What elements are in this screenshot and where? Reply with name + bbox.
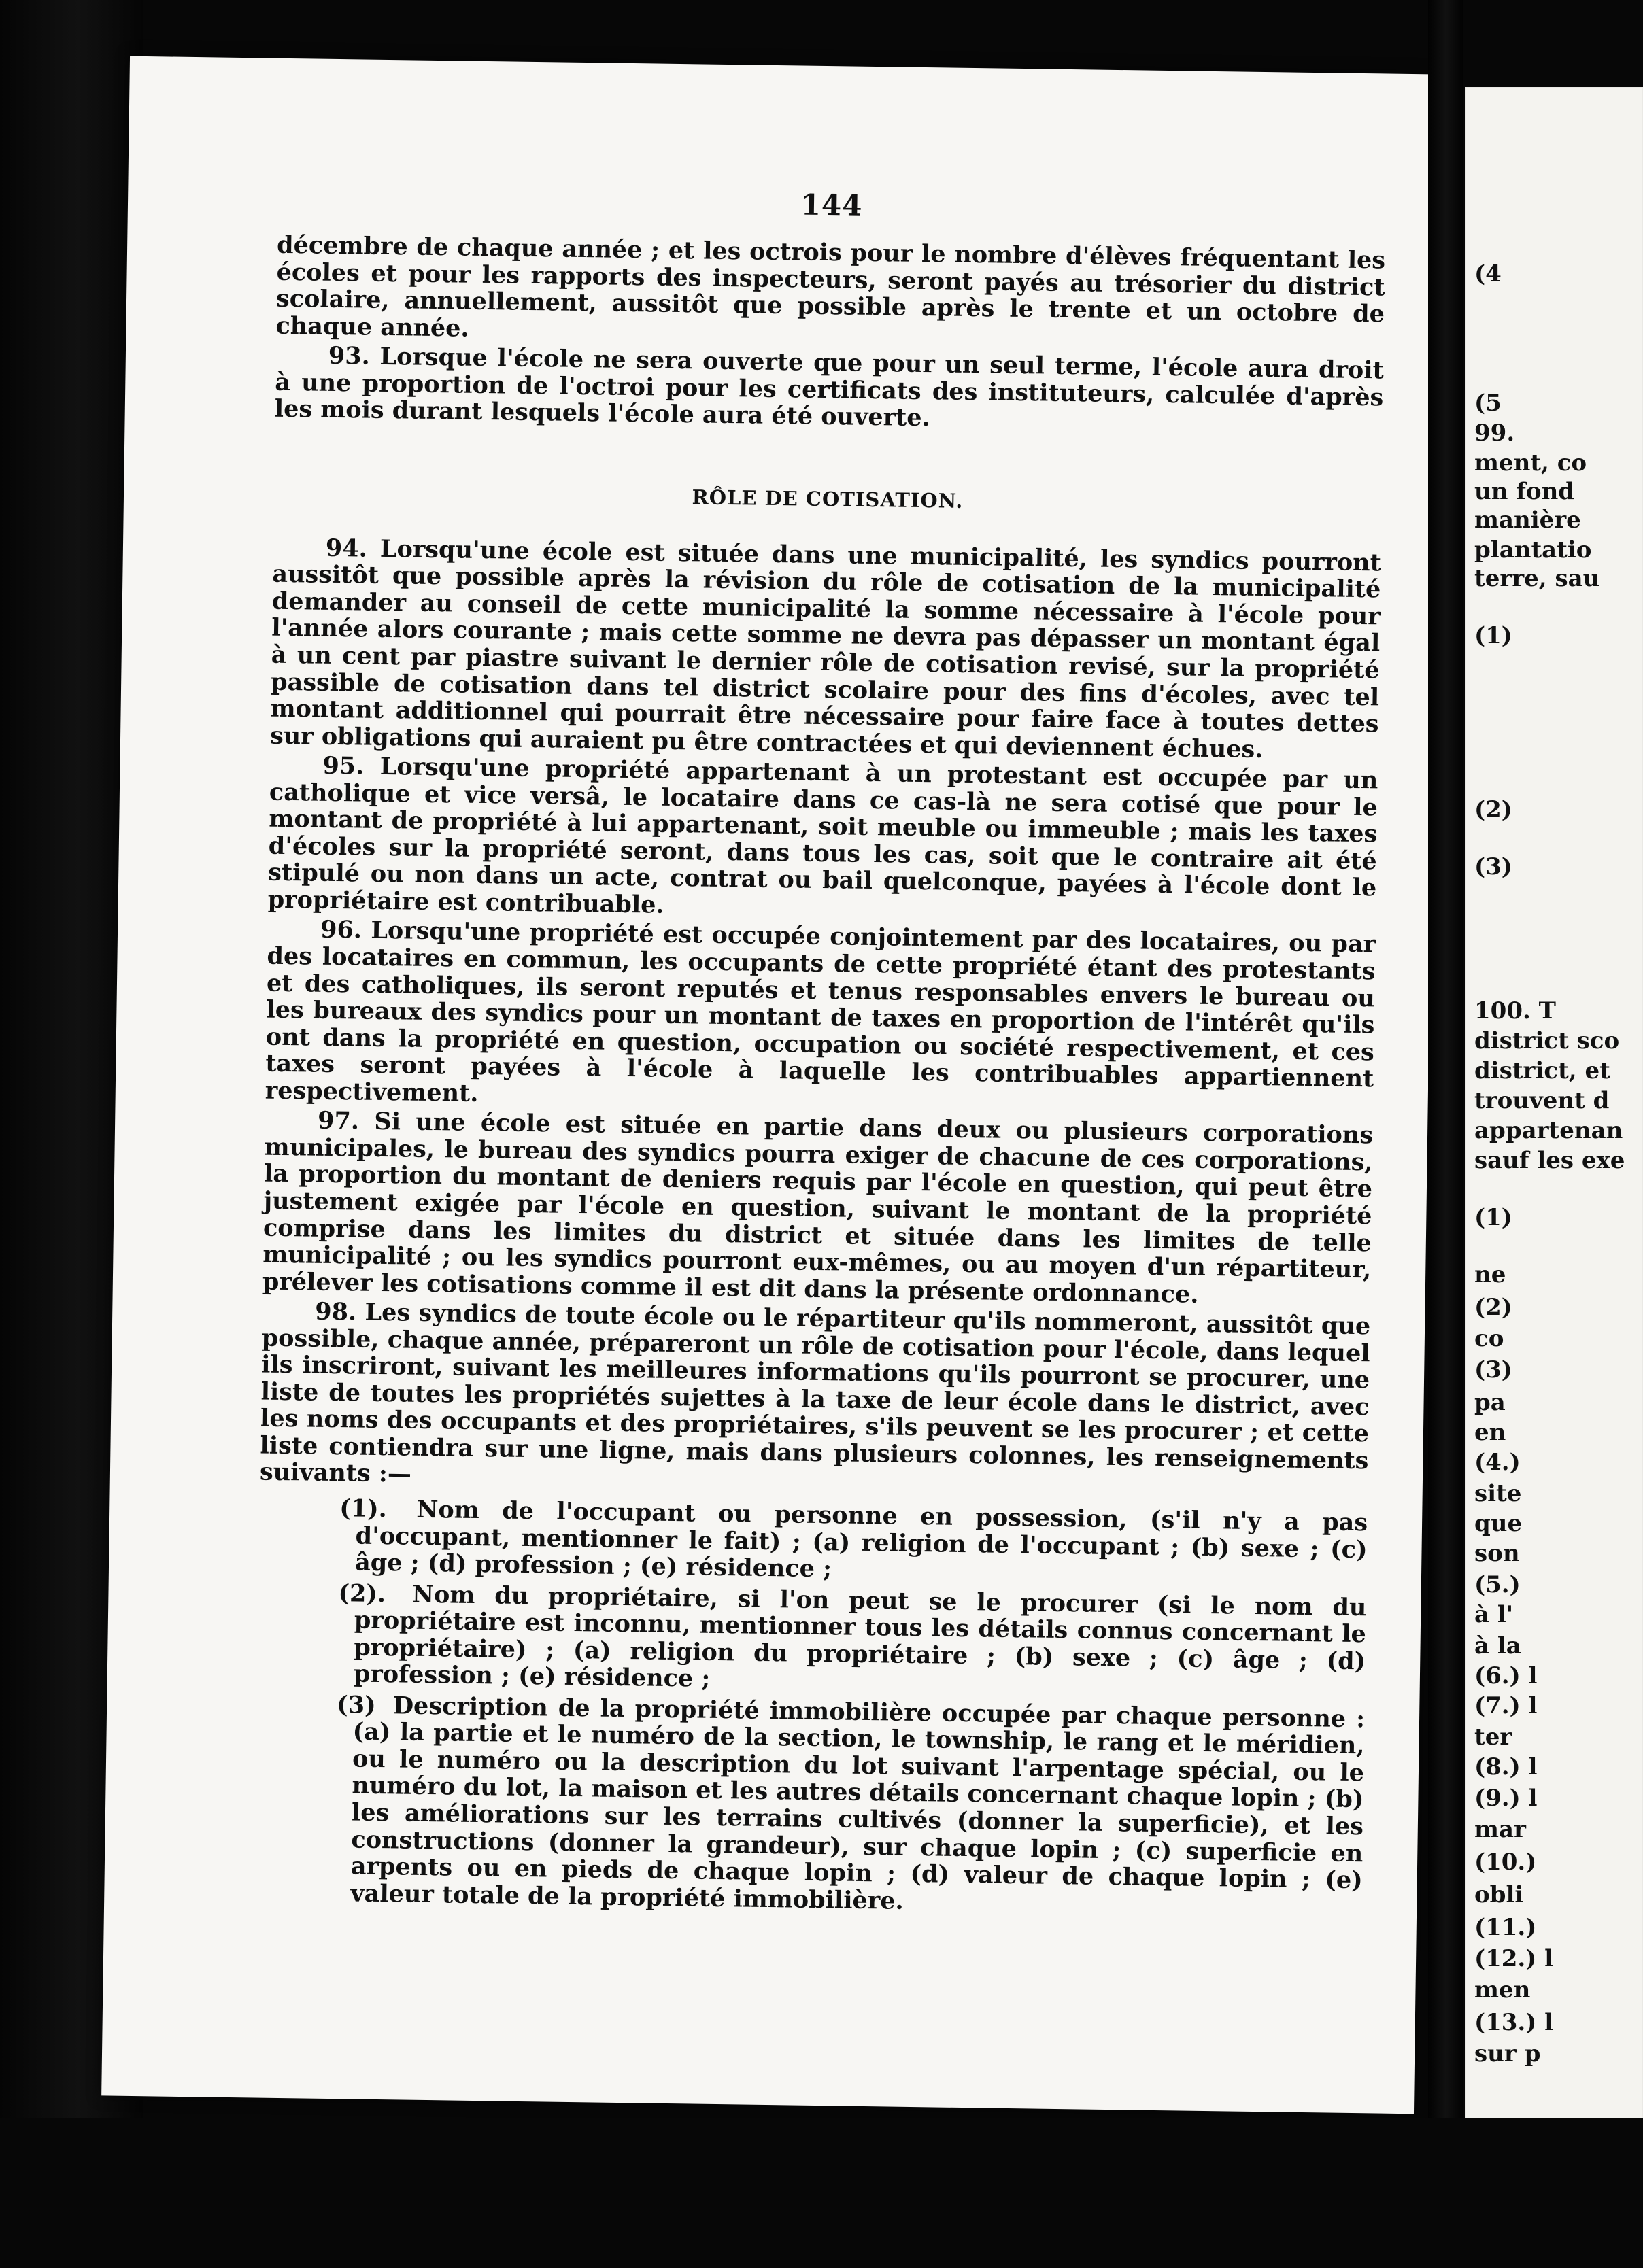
right-fragment-line: (5.) [1474, 1571, 1521, 1598]
right-fragment-line: district sco [1474, 1027, 1620, 1054]
right-fragment-line: (7.) l [1474, 1692, 1538, 1719]
article-97: 97. Si une école est située en partie dans deux ou plusieurs corporations municipales, le bureau des syndics pourra exiger de chacune de ces corporations, la proportion du montant de deniers requis par l'école en question, qui peut être justement exigée par l'école en question, suivant le montant de la propriété comprise dans les limites du district et située dans les limites de telle municipalité ; ou les syndics pourront eux-mêmes, ou au moyen d'un répartiteur, prélever les cotisations comme il est dit dans la présente ordonnance. [262, 1106, 1374, 1309]
document-page [101, 56, 1442, 2114]
right-fragment-line: 99. [1474, 419, 1515, 447]
right-fragment-line: pa [1474, 1389, 1506, 1416]
right-fragment-line: (4.) [1474, 1449, 1521, 1476]
right-fragment-line: (12.) l [1474, 1945, 1554, 1972]
article-94: 94. Lorsqu'une école est située dans une municipalité, les syndics pourront aussitôt que possible après la révision du rôle de cotisation de la municipalité demander au conseil de cette municipalité la somme nécessaire à l'école pour l'année alors courante ; mais cette somme ne devra pas dépasser un montant égal à un cent par piastre suivant le dernier rôle de cotisation revisé, sur la propriété passible de cotisation dans tel district scolaire pour des fins d'écoles, avec tel montant additionnel qui pourrait être nécessaire pour faire face à toutes dettes sur obligations qui auraient pu être contractées et qui deviennent échues. [269, 534, 1382, 763]
right-fragment-line: men [1474, 1976, 1531, 2004]
right-fragment-line: (13.) l [1474, 2009, 1554, 2036]
scan-bottom-border [0, 2118, 1643, 2268]
right-fragment-line: (8.) l [1474, 1753, 1538, 1781]
list-text: Nom de l'occupant ou personne en possession, (s'il n'y a pas d'occupant, mentionner le fait) ; (a) religion de l'occupant ; (b) sexe ; (c) âge ; (d) profession ; (e) résidence ; [354, 1495, 1368, 1583]
list-text: Nom du propriétaire, si l'on peut se le procurer (si le nom du propriétaire est inconnu, mentionner tous les détails connus concernant le propriétaire) ; (a) religion du propriétaire ; (b) sexe ; (c) âge ; (d) profession ; (e) résidence ; [353, 1580, 1367, 1694]
right-fragment-line: sauf les exe [1474, 1147, 1625, 1174]
page-content [254, 181, 1386, 1925]
page-gutter [1428, 0, 1463, 2268]
right-fragment-line: appartenan [1474, 1117, 1623, 1144]
right-fragment-line: co [1474, 1325, 1504, 1352]
right-fragment-line: (2) [1474, 796, 1512, 823]
right-fragment-line: (11.) [1474, 1914, 1537, 1941]
adjacent-page-fragment [1465, 87, 1643, 2147]
continuation-paragraph: décembre de chaque année ; et les octrois pour le nombre d'élèves fréquentant les écoles et pour les rapports des inspecteurs, seront payés au trésorier du district scolaire, annuellement, aussitôt que possible après le trente et un octobre de chaque année. [275, 230, 1386, 343]
right-fragment-line: terre, sau [1474, 565, 1600, 592]
right-fragment-line: site [1474, 1480, 1522, 1507]
right-fragment-line: trouvent d [1474, 1087, 1610, 1114]
right-fragment-line: plantatio [1474, 536, 1592, 564]
list-item [335, 1691, 1365, 1921]
right-fragment-line: (1) [1474, 1204, 1512, 1231]
article-95: 95. Lorsqu'une propriété appartenant à un protestant est occupée par un catholique et vice versâ, le locataire dans ce cas-là ne sera cotisé que pour le montant de propriété à lui appartenant, soit meuble ou immeuble ; mais les taxes d'écoles sur la propriété seront, dans tous les cas, soit que le contraire ait été stipulé ou non dans un acte, contrat ou bail quelconque, payées à l'école dont le propriétaire est contribuable. [267, 751, 1378, 919]
right-fragment-line: en [1474, 1419, 1506, 1446]
right-fragment-line: district, et [1474, 1057, 1610, 1084]
right-fragment-line: obli [1474, 1881, 1524, 1908]
list-marker: (1). [339, 1494, 388, 1524]
list-marker: (2). [338, 1579, 386, 1608]
right-fragment-line: 100. T [1474, 997, 1556, 1025]
list-item [339, 1580, 1367, 1702]
right-fragment-line: mar [1474, 1816, 1526, 1843]
list-marker: (3) [336, 1690, 376, 1719]
right-fragment-line: un fond [1474, 478, 1575, 505]
right-fragment-line: (3) [1474, 853, 1512, 880]
right-fragment-line: (10.) [1474, 1849, 1537, 1876]
article-98: 98. Les syndics de toute école ou le répartiteur qu'ils nommeront, aussitôt que possible, chaque année, prépareront un rôle de cotisation pour l'école, dans lequel ils inscriront, suivant les meilleures informations qu'ils pourront se procurer, une liste de toutes les propriétés sujettes à la taxe de leur école dans le district, avec les noms des occupants et des propriétaires, s'ils peuvent se les procurer ; et cette liste contiendra sur une ligne, mais dans plusieurs colonnes, les renseignements suivants :— [259, 1297, 1371, 1489]
article-93: 93. Lorsque l'école ne sera ouverte que pour un seul terme, l'école aura droit à une proportion de l'octroi pour les certificats des instituteurs, calculée d'après les mois durant lesquels l'école aura été ouverte. [274, 341, 1385, 432]
right-fragment-line: (6.) l [1474, 1662, 1538, 1689]
right-fragment-line: ne [1474, 1261, 1506, 1288]
right-fragment-line: sur p [1474, 2040, 1541, 2067]
right-fragment-line: que [1474, 1510, 1523, 1537]
section-title: RÔLE DE COTISATION. [692, 485, 964, 513]
list-text: Description de la propriété immobilière occupée par chaque personne : (a) la partie et le numéro de la section, le township, le rang et le méridien, ou le numéro ou la description du lot suivant l'arpentage spécial, ou le numéro du lot, la maison et les autres détails concernant chaque lopin ; (b) les améliorations sur les terrains cultivés (donner la superficie), et les constructions (donner la grandeur), sur chaque lopin ; (c) superficie en arpents ou en pieds de chaque lopin ; (d) valeur de chaque lopin ; (e) valeur totale de la propriété immobilière. [350, 1691, 1366, 1915]
right-fragment-line: ter [1474, 1723, 1512, 1751]
right-fragment-line: (9.) l [1474, 1785, 1538, 1812]
right-fragment-line: (4 [1474, 260, 1502, 288]
article-96: 96. Lorsqu'une propriété est occupée conjointement par des locataires, ou par des locataires en commun, les occupants de cette propriété étant des protestants et des catholiques, ils seront reputés et tenus responsables envers le bureau ou les bureaux des syndics pour un montant de taxes en proportion de l'intérêt qu'ils ont dans la propriété en question, occupation ou société respectivement, et ces taxes seront payées à l'école à laquelle les contribuables appartiennent respectivement. [265, 916, 1376, 1107]
list-item [340, 1495, 1368, 1590]
right-fragment-line: son [1474, 1540, 1520, 1567]
page-number: 144 [800, 188, 863, 222]
right-fragment-line: (1) [1474, 622, 1512, 649]
right-fragment-line: (3) [1474, 1356, 1512, 1384]
right-fragment-line: manière [1474, 506, 1581, 534]
right-fragment-line: à l' [1474, 1601, 1514, 1628]
right-fragment-line: (2) [1474, 1294, 1512, 1321]
right-fragment-line: ment, co [1474, 449, 1587, 477]
right-fragment-line: à la [1474, 1632, 1521, 1660]
right-fragment-line: (5 [1474, 390, 1502, 417]
assessment-list [335, 1495, 1368, 1921]
